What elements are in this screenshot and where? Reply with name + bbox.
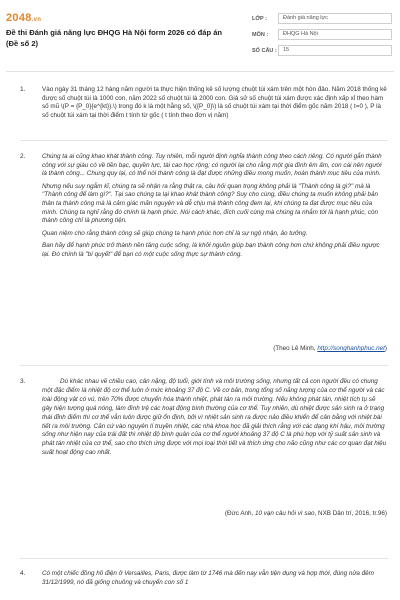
question-separator bbox=[20, 365, 388, 366]
header-divider bbox=[6, 71, 394, 72]
question-passage bbox=[42, 570, 387, 591]
info-row-class bbox=[252, 13, 392, 24]
paragraph: Quan niệm cho rằng thành công sẽ giúp chúng ta hạnh phúc hơn chỉ là sự ngộ nhận, ảo tưởng. bbox=[42, 229, 308, 237]
question-number: 4. bbox=[20, 570, 26, 577]
source-suffix: , NXB Dân trí, 2016, tr.96) bbox=[314, 510, 387, 517]
exam-info-panel bbox=[252, 13, 392, 61]
paragraph: Dù khác nhau về chiều cao, cân nặng, độ tuổi, giới tính và môi trường sống, nhưng tất cả con người đều có chung một đặc điểm là nhiệt độ cơ thể luôn ở mức khoảng 37 độ C. Về cơ bản, trong tổng số năng lượng của cơ thể người và các loài động vật có vú, trên 70% được chuyển hóa thành nhiệt, phát tán ra môi trường. Nếu không phát tán, nhiệt tích tụ sẽ gây hiện tượng quá nóng, làm đình trệ các hoạt động bình thường của cơ thể. Tuy nhiên, dù nhiệt được sản sinh ra ở trạng thái đỉnh điểm thì cơ thể vẫn luôn được giữ ổn định, bởi vì nhiệt sản sinh ra được nảo điều khiển để cân bằng với nhiệt bài tiết ra môi trường. Căn cứ vào nguyên lí truyền nhiệt, các nhà khoa học đã giải thích rằng với các dạng khí hậu, môi trường sống như hiện nay của trái đất thì nhiệt độ bình quân của cơ thể người khoảng 37 độ C là phù hợp với tỷ suất sản sinh và phát tán nhiệt của cơ thể, sao cho thích ứng được với mọi loại thời tiết và thích ứng cho não cũng như các cơ quan đạt hiệu suất hoạt động cao nhất. bbox=[42, 378, 387, 457]
info-value-subject: ĐHQG Hà Nội bbox=[278, 29, 392, 40]
question-number: 1. bbox=[20, 86, 26, 93]
info-row-subject bbox=[252, 29, 392, 40]
info-value-class: Đánh giá năng lực bbox=[278, 13, 392, 24]
passage-source bbox=[42, 510, 387, 519]
question-passage bbox=[42, 378, 387, 462]
source-link[interactable]: http://songhanhphuc.net bbox=[317, 345, 385, 352]
page-title: Đề thi Đánh giá năng lực ĐHQG Hà Nội form 2026 có đáp án (Đề số 2) bbox=[6, 28, 223, 48]
info-label: LỚP : bbox=[252, 15, 267, 22]
site-logo[interactable]: 2048.vn bbox=[6, 12, 42, 24]
source-title: 10 vạn câu hỏi vì sao bbox=[255, 510, 315, 517]
header bbox=[0, 0, 400, 58]
paragraph: Nhưng nếu suy ngẫm kĩ, chúng ta sẽ nhận ra rằng thật ra, câu hỏi quan trọng không phải là "Thành công là gì?" mà là "Thành công để làm gì?". Tại sao chúng ta lại khao khát thành công? Suy cho cùng, điều chúng ta muốn không phải bản thân ta thành công mà là cảm giác mãn nguyện và dễ chịu mà thành công đem lại, khi chúng ta đạt được mục tiêu của mình. Chúng ta nghĩ rằng đó chính là hạnh phúc. Nói cách khác, đích cuối cùng mà chúng ta nhắm tới là hạnh phúc, còn thành công chỉ là phương tiện. bbox=[42, 182, 379, 225]
question-separator bbox=[20, 140, 388, 141]
passage-source bbox=[42, 345, 387, 354]
question-text bbox=[42, 86, 387, 124]
info-value-count: 15 bbox=[278, 45, 392, 56]
info-row-count bbox=[252, 45, 392, 56]
source-prefix: (Đức Anh, bbox=[224, 510, 256, 517]
paragraph: Vào ngày 31 tháng 12 hàng năm người ta thực hiện thống kê số lượng chuột túi xám trên một hòn đảo. Năm 2018 thống kê được số chuột túi là 1000 con, năm 2022 số chuột túi là 2000 con. Giả sử số chuột túi xám được xác định xấp xỉ theo hàm số mũ \(P = {P_0}{e^{kt}}.\) trong đó k là một hằng số, \({P_0}\) là số chuột túi xám tại thời điểm gốc năm 2018 ( t=0 ), P là số chuột túi xám tại thời điểm t tính từ gốc ( t tính theo đơn vị năm) bbox=[42, 86, 387, 119]
question-separator bbox=[20, 558, 388, 559]
info-label: MÔN : bbox=[252, 31, 269, 38]
question-number: 3. bbox=[20, 378, 26, 385]
question-number: 2. bbox=[20, 153, 26, 160]
info-label: SỐ CÂU : bbox=[252, 47, 277, 54]
paragraph: Có một chiếc đồng hồ điện ở Versailles, Paris, được làm từ 1746 mà đến nay vẫn tiện dụng và hợp thời, đúng nửa đêm 31/12/1999, nó đã giống chuông và chuyển con số 1 bbox=[42, 570, 374, 586]
source-suffix: ) bbox=[384, 345, 387, 352]
paragraph: Ban hãy để hạnh phúc trở thành nền tảng cuộc sống, là khởi nguồn giúp bạn thành công hơn chứ không phải điều ngược lại. Đó chính là "bí quyết" để bạn có một cuộc sống thực sự thành công. bbox=[42, 242, 380, 258]
source-prefix: (Theo Lê Minh, bbox=[273, 345, 318, 352]
question-passage bbox=[42, 153, 387, 264]
paragraph: Chúng ta ai cũng khao khát thành công. Tuy nhiên, mỗi người định nghĩa thành công theo cách riêng. Có người gắn thành công với sự giàu có về tiền bạc, quyền lực, tài cao học rộng; có người lại cho rằng một gia đình êm ấm, con cái nên người là thành công... Chung quy lại, có thể nói thành công là đạt được những điều mong muốn, hoàn thành mục tiêu của mình. bbox=[42, 153, 382, 178]
